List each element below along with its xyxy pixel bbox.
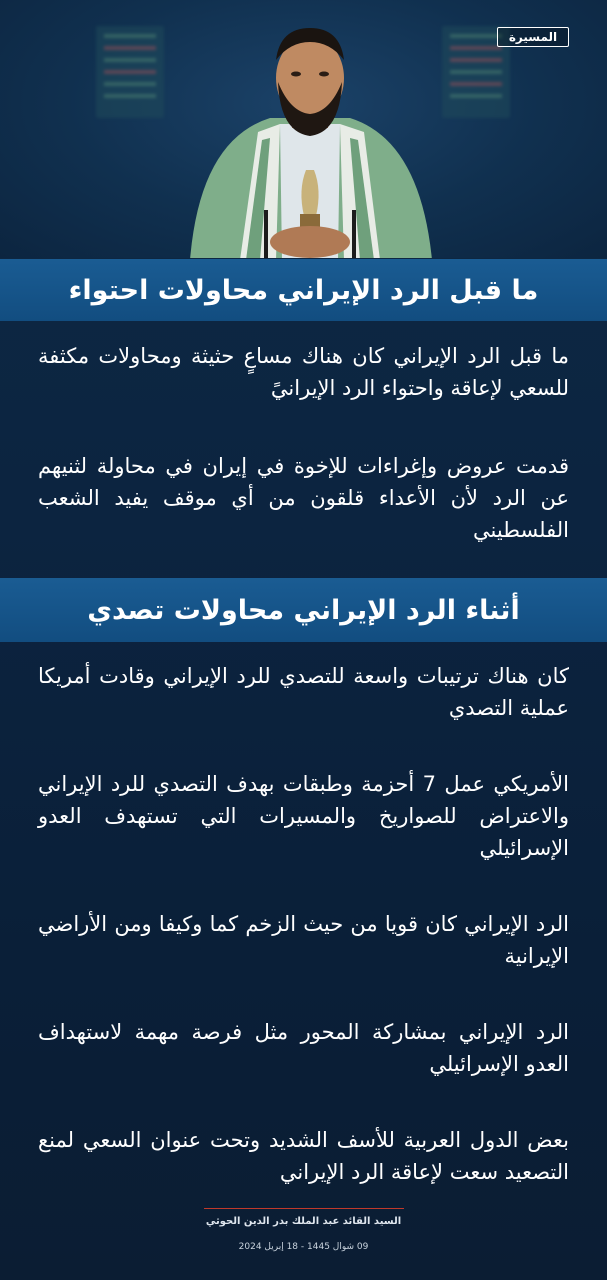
channel-logo: المسيرة [497,27,569,47]
footer-divider [204,1208,404,1209]
section-1-title-bar [0,259,607,321]
paragraph: الرد الإيراني بمشاركة المحور مثل فرصة مهمة لاستهداف العدو الإسرائيلي [38,1020,569,1076]
paragraph: كان هناك ترتيبات واسعة للتصدي للرد الإيراني وقادت أمريكا عملية التصدي [38,664,569,720]
speaker-name: السيد القائد عبد الملك بدر الدين الحوثي [205,1216,402,1227]
paragraph: بعض الدول العربية للأسف الشديد وتحت عنوان السعي لمنع التصعيد سعت لإعاقة الرد الإيراني [38,1128,569,1184]
paragraph: قدمت عروض وإغراءات للإخوة في إيران في محاولة لثنيهم عن الرد لأن الأعداء قلقون من أي موقف يفيد الشعب الفلسطيني [38,454,569,542]
paragraph: الرد الإيراني كان قويا من حيث الزخم كما وكيفا ومن الأراضي الإيرانية [38,912,569,968]
hero-image [0,0,607,258]
section-2-title: أثناء الرد الإيراني محاولات تصدي [87,594,520,626]
paragraph: الأمريكي عمل 7 أحزمة وطبقات بهدف التصدي للرد الإيراني والاعتراض للصواريخ والمسيرات التي تستهدف العدو الإسرائيلي [38,772,569,860]
background-banner-left [96,26,164,118]
section-1-title: ما قبل الرد الإيراني محاولات احتواء [68,274,539,306]
section-2-title-bar [0,578,607,642]
speaker-portrait [180,20,440,258]
paragraph: ما قبل الرد الإيراني كان هناك مساعٍ حثيثة ومحاولات مكثفة للسعي لإعاقة واحتواء الرد الإيرانيً [38,344,569,400]
speech-date: 09 شوال 1445 - 18 إبريل 2024 [238,1242,369,1252]
